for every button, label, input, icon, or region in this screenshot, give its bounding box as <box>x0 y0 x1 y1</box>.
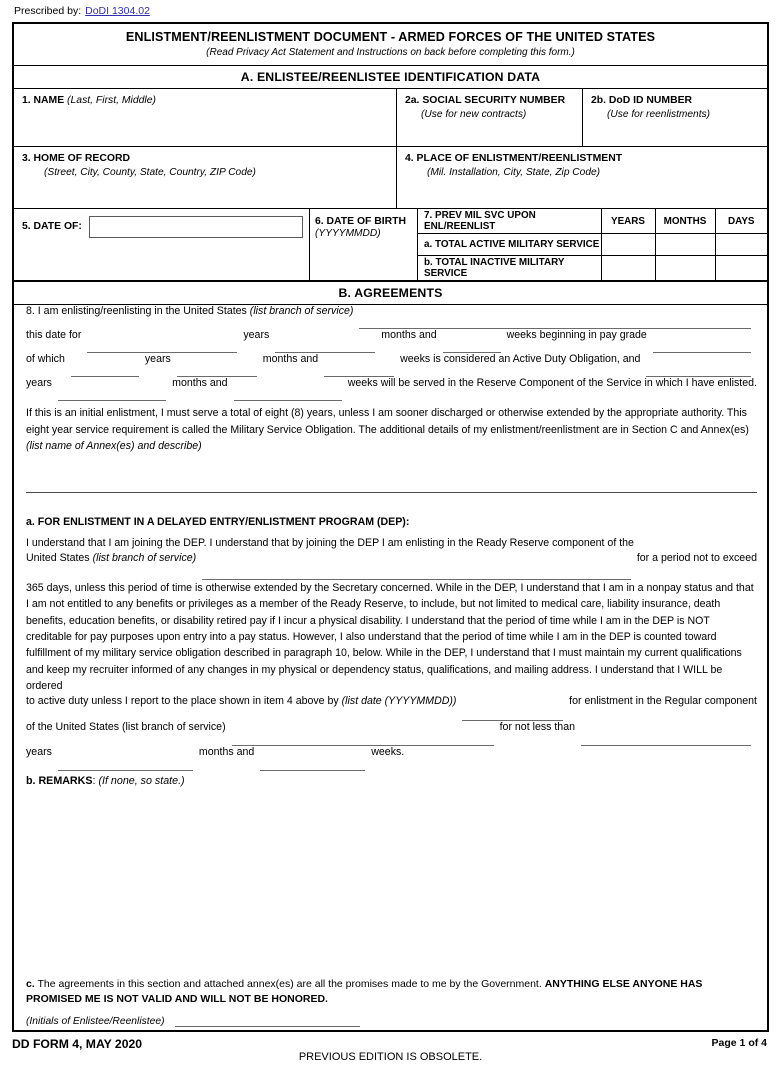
dep-l2-pre: United States <box>26 551 90 564</box>
dep-term-months-blank[interactable] <box>260 757 365 771</box>
service-row-active-label: a. TOTAL ACTIVE MILITARY SERVICE <box>418 234 601 256</box>
item8-ad-months-blank[interactable] <box>177 363 257 377</box>
dep-l5-a: years <box>26 745 52 758</box>
field-date-of-label: 5. DATE OF: <box>22 221 82 233</box>
service-col-years: YEARS <box>601 209 655 234</box>
item8-branch-blank[interactable] <box>359 315 751 329</box>
field-ssn[interactable] <box>396 89 582 146</box>
service-row-inactive-years[interactable] <box>601 256 655 281</box>
item8-mso-hint: (list name of Annex(es) and describe) <box>26 440 202 453</box>
dep-not-less-than-blank[interactable] <box>581 732 751 746</box>
dodi-reference-link[interactable]: DoDI 1304.02 <box>85 5 150 17</box>
dep-paragraph-2: 365 days, unless this period of time is otherwise extended by the Secretary concerned. While in the DEP, I understand that I am in a nonpay status and that I am not entitled to any benefits or privileges as a member of the Ready Reserve, to include, but not limited to medical care, liability insurance, death benefits, education benefits, or disability retired pay if I incur a physical disability. I understand that the period of time while I am in the DEP is NOT creditable for pay purposes upon entry into a pay status. However, I also understand that the period of time while I am in the DEP is counted toward fulfillment of my military service obligation described in paragraph 10, below. While in the DEP, I understand that I must maintain my current qualifications and keep my recruiter informed of any changes in my physical or dependency status, qualifications, and mailing address. I understand that I WILL be ordered <box>26 581 754 693</box>
field-place-of-enlistment[interactable] <box>396 147 767 208</box>
identification-row-2 <box>14 147 767 209</box>
form-title-subtitle: (Read Privacy Act Statement and Instructions on back before completing this form.) <box>206 47 575 59</box>
item8-l3-a: of which <box>26 353 65 366</box>
dep-l3-pre: to active duty unless I report to the place shown in item 4 above by <box>26 694 339 707</box>
item8-ad-extra-blank[interactable] <box>646 363 751 377</box>
remarks-label: b. REMARKS <box>26 774 93 787</box>
initials-blank[interactable] <box>175 1014 360 1027</box>
dep-spacer <box>14 493 767 515</box>
item-c-paragraph <box>14 977 767 1009</box>
item8-years-blank[interactable] <box>87 339 237 353</box>
item8-l3-d: weeks is considered an Active Duty Obligation, and <box>400 353 641 366</box>
field-date-of[interactable] <box>14 209 309 280</box>
item8-l3-b: years <box>144 353 171 366</box>
service-row-inactive-months[interactable] <box>655 256 715 281</box>
item8-ad-years-blank[interactable] <box>71 363 139 377</box>
initials-row <box>14 1008 767 1030</box>
item8-lead-hint: (list branch of service) <box>249 305 354 318</box>
form-footer <box>12 1032 769 1071</box>
field-dod-id-label: 2b. DoD ID NUMBER <box>591 95 693 107</box>
service-row-inactive-days[interactable] <box>715 256 767 281</box>
dep-l3-post: for enlistment in the Regular component <box>569 694 757 707</box>
dep-regular-branch-blank[interactable] <box>232 732 494 746</box>
field-dod-id-hint: (Use for reenlistments) <box>607 108 711 120</box>
item8-number: 8. <box>26 305 35 318</box>
service-col-months: MONTHS <box>655 209 715 234</box>
dep-l4-pre: of the United States (list branch of service) <box>26 720 226 733</box>
field-ssn-label: 2a. SOCIAL SECURITY NUMBER <box>405 95 566 107</box>
service-col-days: DAYS <box>715 209 767 234</box>
service-table <box>418 209 767 280</box>
item8-l2-d: weeks beginning in pay grade <box>506 329 647 342</box>
item8-ad-weeks-blank[interactable] <box>324 363 394 377</box>
item8-l2-c: months and <box>381 329 437 342</box>
item8-line3 <box>14 353 767 377</box>
item8-months-blank[interactable] <box>275 339 375 353</box>
field-name-label: 1. NAME (Last, First, Middle) <box>22 95 156 107</box>
field-ssn-hint: (Use for new contracts) <box>421 108 527 120</box>
field-dod-id[interactable] <box>582 89 767 146</box>
item8-rc-months-blank[interactable] <box>234 387 342 401</box>
field-name[interactable] <box>14 89 396 146</box>
field-home-of-record[interactable] <box>14 147 396 208</box>
form-body <box>12 22 769 1033</box>
item8-weeks-blank[interactable] <box>443 339 501 353</box>
form-title-block <box>14 24 767 67</box>
dep-l3-hint: (list date (YYYYMMDD)) <box>341 694 457 707</box>
initials-label: (Initials of Enlistee/Reenlistee) <box>26 1016 165 1028</box>
item8-l4-c: weeks will be served in the Reserve Component of the Service in which I have enlisted. <box>347 377 757 390</box>
field-name-hint: (Last, First, Middle) <box>67 95 156 107</box>
prev-military-service-table <box>417 209 767 280</box>
dep-line-term <box>14 746 767 771</box>
item8-l2-b: years <box>243 329 270 342</box>
dep-paragraph-1: I understand that I am joining the DEP. I understand that by joining the DEP I am enlisting in the Ready Reserve component of the <box>26 537 634 550</box>
item8-l4-b: months and <box>172 377 228 390</box>
table-row <box>418 256 767 281</box>
item8-lead: I am enlisting/reenlisting in the United States <box>37 305 247 318</box>
item8-l2-a: this date for <box>26 329 82 342</box>
date-of-input[interactable] <box>89 216 303 238</box>
footer-edition-note: PREVIOUS EDITION IS OBSOLETE. <box>298 1051 483 1064</box>
service-table-header-row <box>418 209 767 234</box>
agreements-body <box>14 305 767 1030</box>
field-date-of-birth-format: (YYYYMMDD) <box>315 228 381 240</box>
item8-line4 <box>14 377 767 401</box>
item8-l3-c: months and <box>262 353 319 366</box>
item8-line1 <box>14 305 767 329</box>
field-home-of-record-hint: (Street, City, County, State, Country, ZIP Code) <box>44 166 256 178</box>
dep-term-years-blank[interactable] <box>58 757 193 771</box>
annex-blank-area[interactable] <box>14 455 767 491</box>
dep-line-branch <box>14 552 767 580</box>
item8-mso-text: If this is an initial enlistment, I must serve a total of eight (8) years, unless I am sooner discharged or otherwise extended by the appropriate authority. This eight year service requirement is called the Military Service Obligation. The additional details of my enlistment/reenlistment are in Section C and Annex(es) <box>26 407 749 436</box>
field-date-of-birth[interactable] <box>309 209 417 280</box>
prescribed-by <box>0 0 781 22</box>
dep-l4-mid: for not less than <box>499 720 575 733</box>
field-place-of-enlistment-label: 4. PLACE OF ENLISTMENT/REENLISTMENT <box>405 153 623 165</box>
dep-line-regular-branch <box>14 721 767 746</box>
field-place-of-enlistment-hint: (Mil. Installation, City, State, Zip Code) <box>427 166 601 178</box>
remarks-colon: : <box>92 774 96 787</box>
dep-report-date-blank[interactable] <box>462 707 563 721</box>
dep-l5-b: months and <box>198 745 255 758</box>
field-date-of-birth-label: 6. DATE OF BIRTH <box>315 216 407 228</box>
section-b-header: B. AGREEMENTS <box>14 282 767 305</box>
form-title: ENLISTMENT/REENLISTMENT DOCUMENT - ARMED FORCES OF THE UNITED STATES <box>125 29 656 44</box>
dep-branch-blank[interactable] <box>202 566 631 580</box>
prescribed-by-label: Prescribed by: <box>14 5 82 17</box>
dep-heading: a. FOR ENLISTMENT IN A DELAYED ENTRY/ENLISTMENT PROGRAM (DEP): <box>26 515 410 528</box>
item8-rc-years-blank[interactable] <box>58 387 166 401</box>
table-row <box>418 234 767 256</box>
remarks-hint: (If none, so state.) <box>98 774 185 787</box>
item8-line2 <box>14 329 767 353</box>
item-c-emphasis: ANYTHING ELSE ANYONE HAS PROMISED ME IS NOT VALID AND WILL NOT BE HONORED. <box>26 977 703 1006</box>
item8-mso-paragraph <box>14 401 767 454</box>
service-row-active-months[interactable] <box>655 234 715 256</box>
service-row-inactive-label: b. TOTAL INACTIVE MILITARY SERVICE <box>418 256 601 281</box>
item-c-prefix: c. <box>26 977 35 990</box>
identification-row-1 <box>14 89 767 147</box>
dep-l2-post: for a period not to exceed <box>636 551 757 564</box>
dep-line-report-date <box>14 695 767 721</box>
service-row-active-days[interactable] <box>715 234 767 256</box>
field-home-of-record-label: 3. HOME OF RECORD <box>22 153 130 165</box>
identification-row-3 <box>14 209 767 282</box>
footer-form-id: DD FORM 4, MAY 2020 <box>12 1037 143 1052</box>
remarks-heading <box>14 771 767 789</box>
service-row-active-years[interactable] <box>601 234 655 256</box>
item-c-text: The agreements in this section and attached annex(es) are all the promises made to me by the Government. <box>37 977 542 990</box>
remarks-input-area[interactable] <box>14 789 767 977</box>
item8-l4-a: years <box>26 377 52 390</box>
service-table-title: 7. PREV MIL SVC UPON ENL/REENLIST <box>418 209 601 234</box>
dep-l2-hint: (list branch of service) <box>92 551 197 564</box>
footer-page-number: Page 1 of 4 <box>711 1037 767 1050</box>
item8-paygrade-blank[interactable] <box>653 339 751 353</box>
dep-l5-c: weeks. <box>371 745 405 758</box>
section-a-header: A. ENLISTEE/REENLISTEE IDENTIFICATION DATA <box>14 66 767 89</box>
